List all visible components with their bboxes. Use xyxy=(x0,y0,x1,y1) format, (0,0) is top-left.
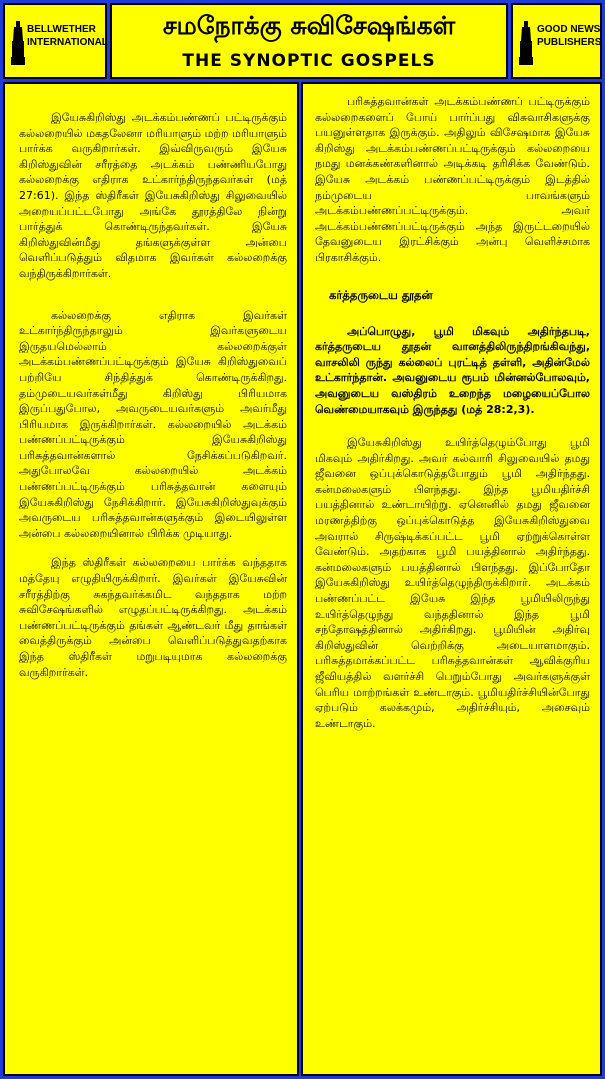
bell-tower-icon xyxy=(11,21,25,65)
logo-line-2: PUBLISHERS xyxy=(537,37,602,48)
paragraph: இயேசுகிறிஸ்து அடக்கம்பண்ணப் பட்டிருக்கும் கல்லறையில் மகதலேனா மரியாளும் மற்ற மரியாளும் பார்க்க வருகிறார்கள். இவ்விருவரும் இயேசு கிறிஸ்துவின் சரீரத்தை அடக்கம் பண்ணியபோது கல்லறைக்கு எதிராக உட்கார்ந்திருந்தவர்கள் (மத் 27:61). இந்த ஸ்திரீகள் இயேசுகிறிஸ்து சிலுவையில் அறையப்பட்டபோது அங்கே தூரத்திலே நின்று பார்த்துக் கொண்டிருந்தவர்கள். இயேசு கிறிஸ்துவின்மீது தங்களுக்குள்ள அன்பை வெளிப்படுத்தும் விதமாக இவர்கள் கல்லறைக்கு வந்திருக்கிறார்கள். xyxy=(19,111,287,280)
page-header xyxy=(3,3,602,79)
title-block xyxy=(110,3,508,79)
paragraph: பரிசுத்தவான்கள் அடக்கம்பண்ணப் பட்டிருக்கும் கல்லறைகளைப் போய் பார்ப்பது விசுவாசிகளுக்கு பயனுள்ளதாக இருக்கும். அதிலும் விசேஷமாக இயேசு கிறிஸ்து அடக்கம்பண்ணப்பட்டிருக்கும் கல்லறையை நமது மனக்கண்களினால் அடிக்கடி தரிசிக்க வேண்டும். இயேசு அடக்கம் பண்ணப்பட்டிருக்கும் இடத்தில் நம்முடைய பாவங்களும் அடக்கம்பண்ணப்பட்டிருக்கும். அவர் அடக்கம்பண்ணப்பட்டிருக்கும் அந்த இருட்டறையில் தேவனுடைய இரட்சிக்கும் அன்பு வெளிச்சமாக பிரகாசிக்கும். xyxy=(315,95,590,264)
left-column xyxy=(3,82,299,1076)
bell-tower-icon xyxy=(519,21,533,65)
logo-line-1: GOOD NEWS xyxy=(537,24,601,35)
paragraph: இயேசுகிறிஸ்து உயிர்த்தெழும்போது பூமி மிகவும் அதிர்கிறது. அவர் கல்வாரி சிலுவையில் தமது ஜீவனை ஒப்புக்கொடுத்தபோதும் பூமி அதிர்ந்தது. கன்மலைகளும் பிளந்தது. இந்த பூமியதிர்ச்சி பயத்தினால் உண்டாயிற்று. ஏனெனில் தமது ஜீவனை மரணத்திற்கு ஒப்புக்கொடுத்த இயேசுகிறிஸ்துவை அவரால் சிருஷ்டிக்கப்பட்ட பூமி ஏற்றுக்கொள்ள வேண்டும். அதற்காக பூமி பயத்தினால் அதிர்ந்தது. கன்மலைகளும் பயத்தினால் பிளந்தது. இப்போதோ இயேசுகிறிஸ்து உயிர்த்தெழுந்திருக்கிறார். அடக்கம் பண்ணப்பட்ட இயேசு இந்த பூமியிலிருந்து உயிர்த்தெழுந்து வந்ததினால் இந்த பூமி சந்தோஷத்தினால் அதிர்கிறது. பூமியின் அதிர்வு கிறிஸ்துவின் வெற்றிக்கு அடையாளமாகும். பரிசுத்தமாக்கப்பட்ட பரிசுத்தவான்கள் ஆவிக்குரிய ஜீவியத்தில் வளர்ச்சி பெறும்போது அவர்களுக்குள் பெரிய மாற்றங்கள் உண்டாகும். பூமியதிர்ச்சியின்போது ஏற்படும் கலக்கமும், அதிர்ச்சியும், அசைவும் உண்டாகும். xyxy=(315,436,590,730)
right-column xyxy=(301,82,602,1076)
logo-line-2: INTERNATIONAL xyxy=(27,37,108,48)
logo-line-1: BELLWETHER xyxy=(27,24,96,35)
page-title-tamil: சமநோக்கு சுவிசேஷங்கள் xyxy=(162,11,456,40)
scripture-quote: அப்பொழுது, பூமி மிகவும் அதிர்ந்தபடி, கர்த்தருடைய தூதன் வானத்திலிருந்திறங்கிவந்து, வாசலிலி ருந்து கல்லைப் புரட்டித் தள்ளி, அதின்மேல் உட்கார்ந்தான். அவனுடைய ரூபம் மின்னல்போலவும், அவனுடைய வஸ்திரம் உறைந்த மழையைப்போல வெண்மையாகவும் இருந்தது (மத் 28:2,3). xyxy=(315,324,590,416)
paragraph: இந்த ஸ்திரீகள் கல்லறையை பார்க்க வந்ததாக மத்தேயு எழுதியிருக்கிறார். இவர்கள் இயேசுவின் சரீரத்திற்கு சுகந்தவர்க்கமிட வந்ததாக மற்ற சுவிசேஷங்களில் எழுதப்பட்டிருக்கிறது. அடக்கம் பண்ணப்பட்டிருக்கும் தங்கள் ஆண்டவர் மீது தாங்கள் வைத்திருக்கும் அன்பை வெளிப்படுத்துவதற்காக இந்த ஸ்திரீகள் மறுபடியுமாக கல்லறைக்கு வருகிறார்கள். xyxy=(19,556,287,679)
paragraph: கல்லறைக்கு எதிராக இவர்கள் உட்கார்ந்திருந்தாலும் இவர்களுடைய இருதயமெல்லாம் கல்லறைக்குள் அடக்கம்பண்ணப்பட்டிருக்கும் இயேசு கிறிஸ்துவைப் பற்றியே சிந்தித்துக் கொண்டிருக்கிறது. தம்முடையவர்கள்மீது கிறிஸ்து பிரியமாக இருப்பதுபோல, அவருடையவர்களும் அவர்மீது பிரியமாக இருக்கிறார்கள். கல்லறையில் அடக்கம் பண்ணப்பட்டிருக்கும் இயேசுகிறிஸ்து பரிசுத்தவான்களால் நேசிக்கப்படுகிறவர். அதுபோலவே கல்லறையில் அடக்கம் பண்ணப்பட்டிருக்கும் பரிசுத்தவான் களையும் இயேசுகிறிஸ்து நேசிக்கிறார். இயேசுகிறிஸ்துவுக்கும் அவருடைய பரிசுத்தவான்களுக்கும் இடையிலுள்ள அன்பை கல்லறையினால் பிரிக்க முடியாது. xyxy=(19,308,287,540)
bellwether-logo xyxy=(3,3,107,79)
section-heading: கர்த்தருடைய தூதன் xyxy=(329,287,433,302)
good-news-logo xyxy=(511,3,602,79)
page-title-english: THE SYNOPTIC GOSPELS xyxy=(182,51,436,71)
